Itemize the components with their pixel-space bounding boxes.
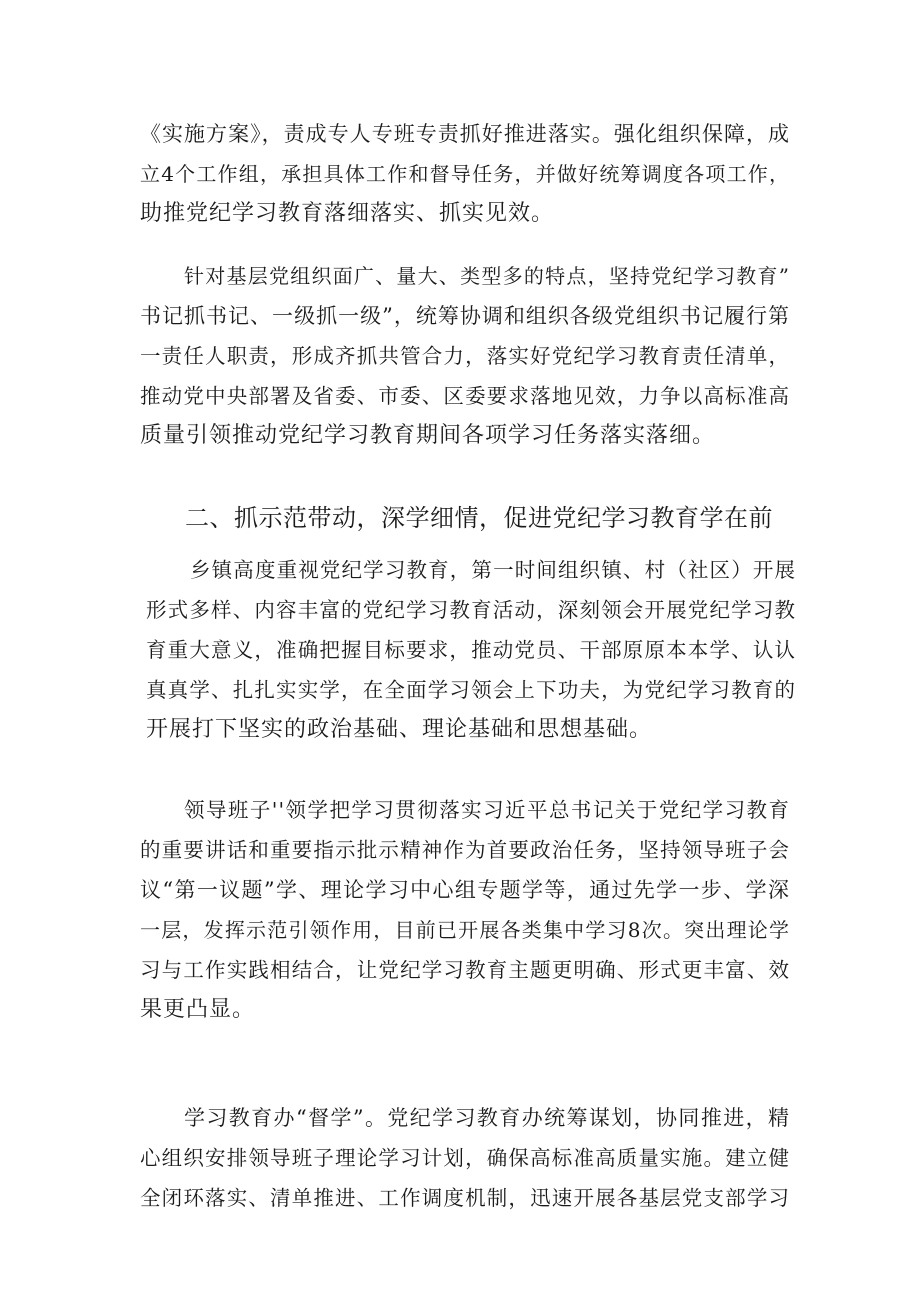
- paragraph-line: 全闭环落实、清单推进、工作调度机制，迅速开展各基层党支部学习: [140, 1186, 790, 1210]
- paragraph-line: 立4个工作组，承担具体工作和督导任务，并做好统筹调度各项工作，: [140, 162, 790, 186]
- paragraph-line: 书记抓书记、一级抓一级”，统筹协调和组织各级党组织书记履行第: [140, 304, 790, 328]
- paragraph-4: [140, 790, 790, 1030]
- paragraph-line: 领导班子''领学把学习贯彻落实习近平总书记关于党纪学习教育: [184, 798, 790, 822]
- paragraph-line: 习与工作实践相结合，让党纪学习教育主题更明确、形式更丰富、效: [140, 958, 790, 982]
- paragraph-line: 的重要讲话和重要指示批示精神作为首要政治任务，坚持领导班子会: [140, 838, 790, 862]
- paragraph-3: [146, 550, 796, 750]
- paragraph-2: [140, 256, 790, 456]
- paragraph-line: 《实施方案》，责成专人专班专责抓好推进落实。强化组织保障，成: [140, 122, 790, 146]
- paragraph-line: 议“第一议题”学、理论学习中心组专题学等，通过先学一步、学深: [140, 878, 790, 902]
- paragraph-line: 开展打下坚实的政治基础、理论基础和思想基础。: [146, 717, 653, 742]
- paragraph-line: 真真学、扎扎实实学，在全面学习领会上下功夫，为党纪学习教育的: [146, 678, 796, 702]
- paragraph-line: 果更凸显。: [140, 997, 256, 1022]
- paragraph-line: 一层，发挥示范引领作用，目前已开展各类集中学习8次。突出理论学: [140, 918, 790, 942]
- paragraph-line: 心组织安排领导班子理论学习计划，确保高标准高质量实施。建立健: [140, 1146, 790, 1170]
- paragraph-1: [140, 114, 790, 234]
- paragraph-line: 助推党纪学习教育落细落实、抓实见效。: [140, 201, 555, 226]
- paragraph-line: 乡镇高度重视党纪学习教育，第一时间组织镇、村（社区）开展: [190, 558, 796, 582]
- paragraph-line: 针对基层党组织面广、量大、类型多的特点，坚持党纪学习教育”: [184, 264, 790, 288]
- paragraph-line: 学习教育办“督学”。党纪学习教育办统筹谋划，协同推进，精: [184, 1106, 790, 1130]
- section-heading: 二、抓示范带动，深学细情，促进党纪学习教育学在前: [185, 504, 773, 532]
- paragraph-line: 推动党中央部署及省委、市委、区委要求落地见效，力争以高标准高: [140, 384, 790, 408]
- paragraph-line: 育重大意义，准确把握目标要求，推动党员、干部原原本本学、认认: [146, 638, 796, 662]
- paragraph-line: 形式多样、内容丰富的党纪学习教育活动，深刻领会开展党纪学习教: [146, 598, 796, 622]
- paragraph-line: 质量引领推动党纪学习教育期间各项学习任务落实落细。: [140, 423, 716, 448]
- paragraph-5: [140, 1098, 790, 1218]
- paragraph-line: 一责任人职责，形成齐抓共管合力，落实好党纪学习教育责任清单，: [140, 344, 790, 368]
